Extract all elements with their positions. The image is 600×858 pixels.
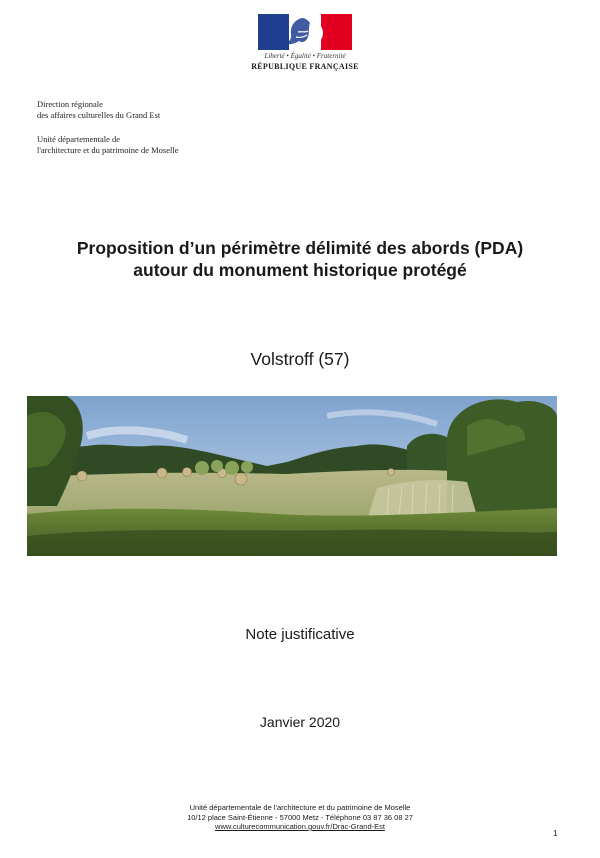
footer-organization: Unité départementale de l'architecture et du patrimoine de Moselle: [189, 803, 411, 812]
commune-name: Volstroff (57): [250, 349, 350, 369]
direction-regionale: [37, 99, 160, 121]
document-date: Janvier 2020: [259, 714, 341, 730]
document-title-line2: autour du monument historique protégé: [133, 260, 467, 280]
republic-label: RÉPUBLIQUE FRANÇAISE: [251, 62, 359, 71]
document-type: Note justificative: [245, 626, 355, 643]
org-line: l'architecture et du patrimoine de Moselle: [37, 145, 179, 155]
document-title-line1: Proposition d’un périmètre délimité des abords (PDA): [76, 238, 524, 258]
footer-website-link[interactable]: www.culturecommunication.gouv.fr/Drac-Grand-Est: [215, 822, 385, 831]
motto: Liberté • Égalité • Fraternité: [264, 52, 346, 60]
footer-link-row: [0, 822, 600, 832]
unite-departementale: [37, 134, 179, 156]
org-line: Unité départementale de: [37, 134, 121, 144]
org-line: Direction régionale: [37, 99, 103, 109]
page-number: 1: [553, 829, 558, 838]
org-line: des affaires culturelles du Grand Est: [37, 110, 161, 120]
footer-address: 10/12 place Saint-Étienne - 57000 Metz - Téléphone 03 87 36 08 27: [187, 812, 413, 822]
landscape-photo: [27, 396, 557, 556]
marianne-profile-icon: [258, 14, 352, 50]
